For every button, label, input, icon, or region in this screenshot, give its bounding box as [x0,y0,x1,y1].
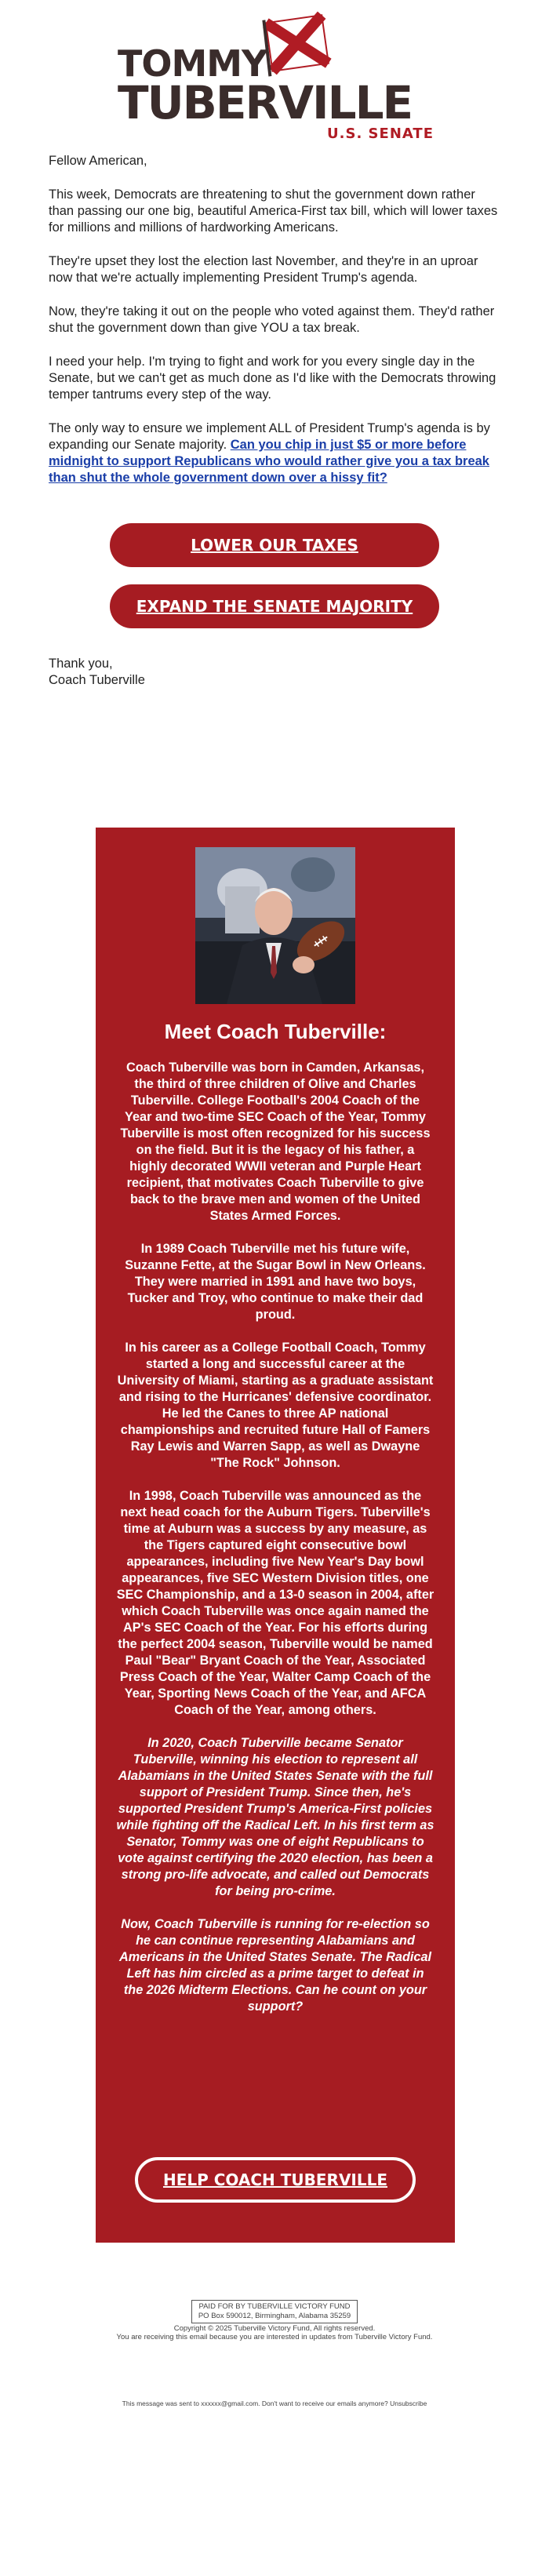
logo-last-name: TUBERVILLE [118,76,413,129]
bio-paragraph: Now, Coach Tuberville is running for re-election so he can continue representing Alabamians and Americans in the United States Senate. The Radical Left has him circled as a prime target to defeat in the 2026 Midterm Elections. Can he count on your support? [118,1917,432,2014]
letter-paragraph: This week, Democrats are threatening to shut the government down rather than passing our one big, beautiful America-First tax bill, which will lower taxes for millions and millions of hardworking Americans. [49,187,498,235]
logo-subtitle: U.S. SENATE [327,126,434,142]
letter-paragraph: They're upset they lost the election last November, and they're in an uproar now that we're actually implementing President Trump's agenda. [49,254,478,285]
donate-link[interactable]: Can you chip in just $5 or more before midnight to support Republicans who would rather give you a tax break than shut the whole government down over a hissy fit? [49,438,489,485]
signoff-name: Coach Tuberville [49,673,145,687]
bio-card [96,828,455,2243]
bio-paragraph: In 1998, Coach Tuberville was announced as the next head coach for the Auburn Tigers. Tuberville's time at Auburn was a success by any measure, as the Tigers captured eight consecutive bowl appearances, including five New Year's Day bowl appearances, five SEC Western Division titles, one SEC Championship, and a 13-0 season in 2004, after which Coach Tuberville was once again named the AP's SEC Coach of the Year. For his efforts during the perfect 2004 season, Tuberville would be named Paul "Bear" Bryant Coach of the Year, Associated Press Coach of the Year, Walter Camp Coach of the Year, Sporting News Coach of the Year, and AFCA Coach of the Year, among others. [116,1489,434,1717]
greeting: Fellow American, [49,154,147,168]
bio-paragraph: In his career as a College Football Coach, Tommy started a long and successful career at the University of Miami, starting as a graduate assistant and rising to the Hurricanes' defensive coordinator. He led the Canes to three AP national championships and recruited future Hall of Famers Ray Lewis and Warren Sapp, as well as Dwayne "The Rock" Johnson. [117,1341,434,1470]
signoff-thanks: Thank you, [49,657,113,671]
letter-paragraph: Now, they're taking it out on the people who voted against them. They'd rather shut the government down than give YOU a tax break. [49,304,495,335]
bio-paragraph: Coach Tuberville was born in Camden, Arkansas, the third of three children of Olive and Charles Tuberville. College Football's 2004 Coach of the Year and two-time SEC Coach of the Year, Tommy Tuberville is most often recognized for his success on the field. But it is the legacy of his father, a highly decorated WWII veteran and Purple Heart recipient, that motivates Coach Tuberville to give back to the brave men and women of the United States Armed Forces. [120,1061,431,1223]
help-coach-button[interactable]: HELP COACH TUBERVILLE [135,2157,416,2203]
bio-heading: Meet Coach Tuberville: [164,1020,387,1043]
bio-paragraph: In 2020, Coach Tuberville became Senator Tuberville, winning his election to represent all Alabamians in the United States Senate with the full support of President Trump. Since then, he's supported President Trump's America-First policies while fighting off the Radical Left. In his first term as Senator, Tommy was one of eight Republicans to vote against certifying the 2020 election, has been a strong pro-life advocate, and called out Democrats for being pro-crime. [116,1736,434,1898]
copyright-block [0,2324,549,2341]
signoff [49,656,145,689]
logo-first-name: TOMMY [118,42,267,85]
tuberville-photo [195,847,355,1004]
lower-taxes-button[interactable]: LOWER OUR TAXES [110,523,439,567]
address-line: PO Box 590012, Birmingham, Alabama 35259 [198,2312,351,2320]
paid-for-line: PAID FOR BY TUBERVILLE VICTORY FUND [198,2302,351,2311]
bio-text [116,1060,434,2032]
bio-paragraph: In 1989 Coach Tuberville met his future wife, Suzanne Fette, at the Sugar Bowl in New Orleans. They were married in 1991 and have two boys, Tucker and Troy, who continue to make their dad proud. [125,1242,426,1322]
alabama-flag-icon [261,8,333,80]
ask-text: The only way to ensure we implement ALL of President Trump's agenda is by expanding our Senate majority. [49,421,490,452]
letter-paragraph [49,420,504,486]
copyright-line: Copyright © 2025 Tuberville Victory Fund, All rights reserved. [173,2324,376,2333]
receiving-line: You are receiving this email because you are interested in updates from Tuberville Victory Fund. [116,2333,433,2341]
letter-paragraph: I need your help. I'm trying to fight and work for you every single day in the Senate, but we can't get as much done as I'd like with the Democrats throwing temper tantrums every step of the way. [49,355,496,402]
tuberville-logo [118,8,435,141]
letter-body [49,153,504,504]
paid-for-box [191,2300,358,2323]
sent-to-line[interactable]: This message was sent to xxxxxx@gmail.com. Don't want to receive our emails anymore? Unsubscribe [122,2400,427,2407]
expand-majority-button[interactable]: EXPAND THE SENATE MAJORITY [110,584,439,628]
